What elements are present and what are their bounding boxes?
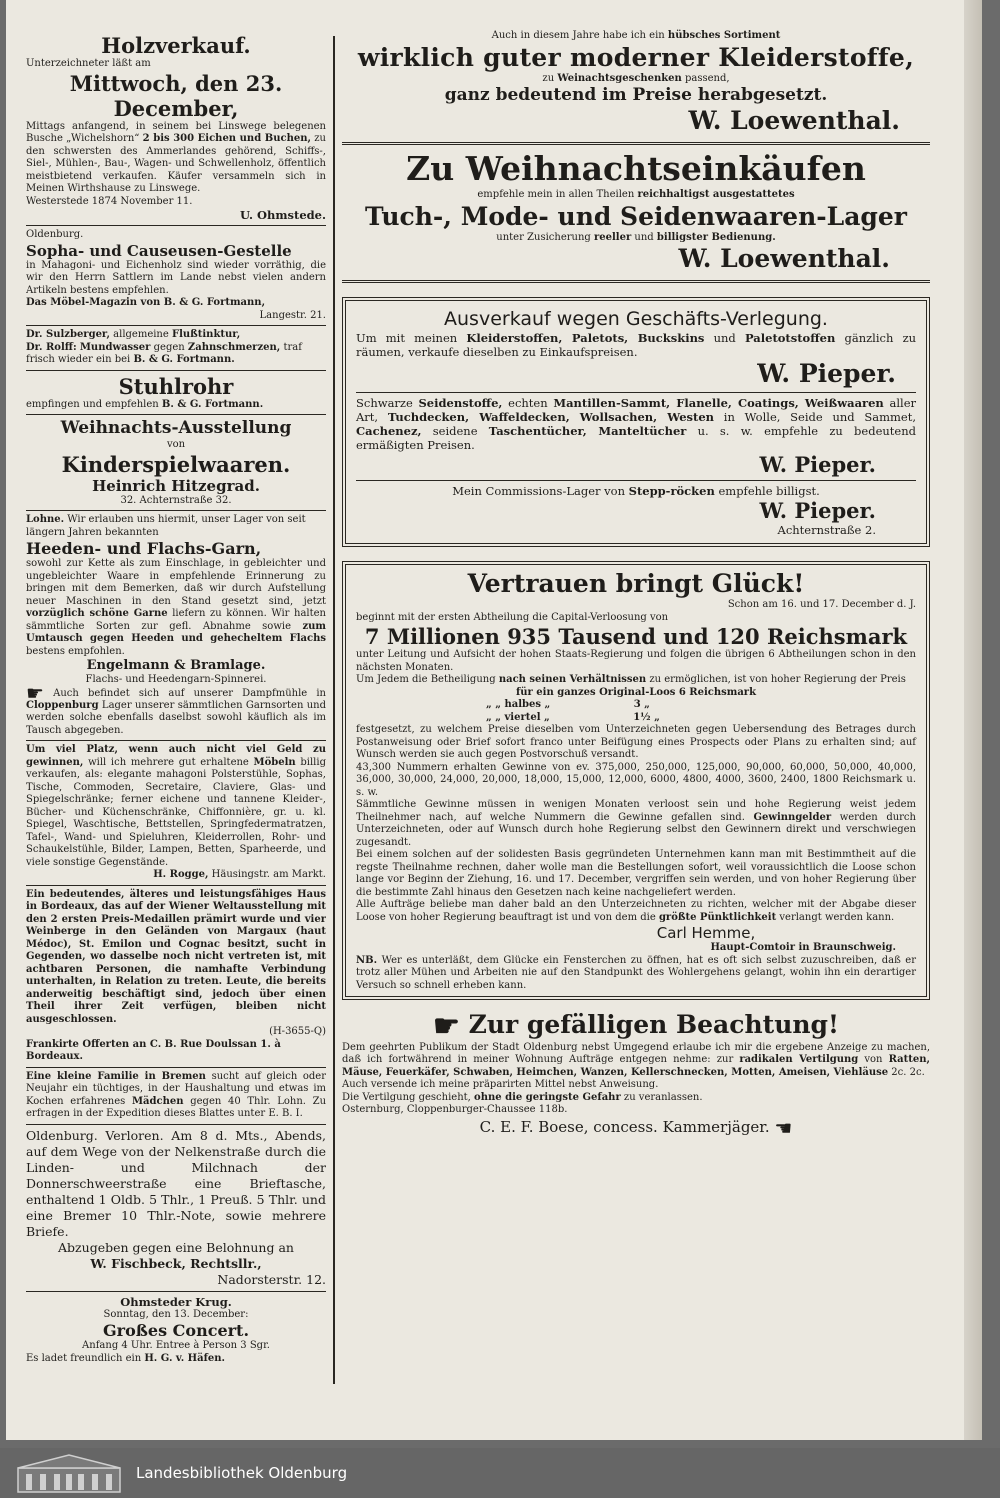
lotterie-headline: Vertrauen bringt Glück! [467, 569, 805, 598]
right-column [342, 30, 930, 1400]
pieper-headline: Ausverkauf wegen Geschäfts-Verlegung. [444, 308, 828, 330]
pieper-address: Achternstraße 2. [777, 523, 876, 537]
library-building-icon [14, 1452, 124, 1494]
bordeaux-code: (H-3655-Q) [269, 1026, 326, 1038]
lotterie-nb: NB. Wer es unterläßt, dem Glücke ein Fensterchen zu öffnen, hat es oft sich selbst zuzuschreiben, daß er trotz aller Mühen und Arbeiten nie auf den Standpunkt des Wohlergehens gelangt, wohin ihn ein derartiger Versuch so schnell erheben kann. [356, 954, 916, 991]
holzverkauf-date: Mittwoch, den 23. December, [69, 70, 283, 121]
loewenthal2-signature: W. Loewenthal. [678, 244, 890, 273]
krug-invite: Es ladet freundlich ein H. G. v. Häfen. [26, 1352, 226, 1364]
verloren-reward: Abzugeben gegen eine Belohnung an [58, 1239, 294, 1255]
holzverkauf-intro: Unterzeichneter läßt am [26, 58, 151, 69]
ad-weihnachts [26, 415, 326, 511]
holzverkauf-title: Holzverkauf. [101, 33, 251, 58]
boese-body3: Die Vertilgung geschieht, ohne die geringste Gefahr zu veranlassen. [342, 1091, 703, 1103]
krug-event: Großes Concert. [102, 1321, 250, 1341]
lotterie-date: Schon am 16. und 17. December d. J. [727, 599, 916, 610]
column-divider [333, 36, 335, 1384]
krug-title: Ohmsteder Krug. [120, 1294, 232, 1309]
ad-pieper [342, 297, 930, 547]
lotterie-price3: „ „ viertel „ 1½ „ [486, 711, 660, 723]
ad-boese [342, 1010, 930, 1138]
verloren-address: Nadorsterstr. 12. [217, 1271, 326, 1287]
lotterie-body3: festgesetzt, zu welchem Preise dieselben vom Unterzeichneten gegen Uebersendung des Betrages durch Postanweisung oder Brief sofort franco unter Beifügung eines Prospects oder Plans zu erhalten sind; auf Wunsch werden sie auch gegen Postvorschuß versandt. [356, 724, 916, 760]
ad-sulzberger [26, 326, 326, 371]
sopha-address: Langestr. 21. [259, 309, 326, 321]
sulzberger-line1: Dr. Sulzberger, allgemeine Flußtinktur, [26, 329, 241, 340]
bordeaux-offer: Frankirte Offerten an C. B. Rue Doulssan 1. à Bordeaux. [26, 1038, 281, 1063]
weihnachts-product: Kinderspielwaaren. [61, 451, 291, 477]
lotterie-price2: „ „ halbes „ 3 „ [486, 699, 650, 710]
krug-date: Sonntag, den 13. December: [103, 1308, 249, 1320]
ad-holzverkauf [26, 30, 326, 226]
loewenthal2-line2: unter Zusicherung reeller und billigster Bedienung. [496, 231, 776, 243]
loewenthal2-line: empfehle mein in allen Theilen reichhaltigst ausgestattetes [477, 189, 795, 200]
pieper-body: Um mit meinen Kleiderstoffen, Paletots, Buckskins und Paletotstoffen gänzlich zu räumen, verkaufe dieselben zu Einkaufspreisen. [356, 331, 917, 359]
lohne-title: Heeden- und Flachs-Garn, [26, 539, 262, 558]
lotterie-office: Haupt-Comtoir in Braunschweig. [710, 942, 896, 953]
pieper-list: Schwarze Seidenstoffe, echten Mantillen-Sammt, Flanelle, Coatings, Weißwaaren aller Art, Tuchdecken, Waffeldecken, Wollsachen, Westen in Wolle, Seide und Sammet, Cachenez, seidene Taschentücher, Manteltücher u. s. w. empfehle zu bedeutend ermäßigten Preisen. [356, 396, 917, 452]
lohne-firm-sub: Flachs- und Heedengarn-Spinnerei. [85, 674, 267, 685]
ad-krug [26, 1292, 326, 1369]
holzverkauf-body: Mittags anfangend, in seinem bei Linswege belegenen Busche „Wichelshorn“ 2 bis 300 Eichen und Buchen, zu den schwersten des Ammerlandes gehörend, Schiffs-, Siel-, Mühlen-, Bau-, Wagen- und Schwellenholz, öffentlich meistbietend verkaufen. Käufer versammeln sich in Meinen Wirthshause zu Linswege. [26, 120, 326, 194]
loewenthal2-headline2: Tuch-, Mode- und Seidenwaaren-Lager [365, 201, 907, 231]
loewenthal1-line2: ganz bedeutend im Preise herabgesetzt. [444, 85, 828, 105]
sulzberger-line2: Dr. Rolff: Mundwasser gegen Zahnschmerzen, traf [26, 341, 302, 353]
boese-signature-row: C. E. F. Boese, concess. Kammerjäger. ☚ [479, 1115, 793, 1140]
weihnachts-title: Weihnachts-Ausstellung [60, 418, 292, 438]
familie-body: Eine kleine Familie in Bremen sucht auf gleich oder Neujahr ein tüchtiges, in der Haushaltung und etwas im Kochen erfahrenes Mädchen gegen 40 Thlr. Lohn. Zu erfragen in der Expedition dieses Blattes unter E. B. I. [26, 1070, 326, 1120]
ad-loewenthal-kleiderstoffe [342, 30, 930, 145]
pointing-hand-icon: ☛ [26, 680, 44, 705]
boese-address: Osternburg, Cloppenburger-Chaussee 118b. [342, 1104, 568, 1115]
verloren-name: W. Fischbeck, Rechtsllr., [90, 1255, 262, 1271]
weihnachts-name: Heinrich Hitzegrad. [92, 476, 260, 495]
holzverkauf-signature: U. Ohmstede. [240, 208, 326, 222]
stuhlrohr-line: empfingen und empfehlen B. & G. Fortmann. [26, 398, 264, 410]
left-column [26, 30, 326, 1400]
loewenthal1-signature: W. Loewenthal. [688, 106, 900, 135]
page-fold-shadow [964, 0, 982, 1440]
moebel-body: Um viel Platz, wenn auch nicht viel Geld zu gewinnen, will ich mehrere gut erhaltene Möbeln billig verkaufen, als: elegante mahagoni Polsterstühle, Sophas, Tische, Commoden, Secretaire, Claviere, Glas- und Spiegelschränke; ferner eichene und tannene Kleider-, Bücher- und Küchenschränke, Chiffonnière, gr. u. kl. Spiegel, Waschtische, Bettstellen, Springfedermatratzen, Tafel-, Wand- und Spieluhren, Kleiderrollen, Rohr- und Schaukelstühle, Bilder, Lampen, Betten, Sparheerde, und viele sonstige Gegenstände. [26, 744, 326, 868]
footer-bar [0, 1448, 1000, 1498]
ad-sopha [26, 226, 326, 326]
ad-lohne [26, 511, 326, 741]
boese-body2: Auch versende ich meine präparirten Mittel nebst Anweisung. [342, 1079, 659, 1090]
boese-body1: Dem geehrten Publikum der Stadt Oldenburg nebst Umgegend erlaube ich mir die ergebene Anzeige zu machen, daß ich fortwährend in meiner Wohnung Aufträge entgegen nehme: zur radikalen Vertilgung von Ratten, Mäuse, Feuerkäfer, Schwaben, Heimchen, Wanzen, Kellerschnecken, Motten, Ameisen, Viehläuse 2c. 2c. [342, 1041, 930, 1078]
lotterie-body6: Bei einem solchen auf der solidesten Basis gegründeten Unternehmen kann man mit Bestimmtheit auf die regste Theilnahme rechnen, daher wolle man die Bestellungen sofort, weil voraussichtlich die Loose schon lange vor Beginn der Ziehung, 16. und 17. December, vergriffen sein werden, und von hoher Regierung über die bestimmte Zahl hinaus den Gesetzen nach keine nachgeliefert werden. [356, 849, 916, 898]
ad-moebel [26, 741, 326, 886]
ad-familie [26, 1068, 326, 1125]
moebel-signature: H. Rogge, Häusingstr. am Markt. [153, 869, 326, 881]
ad-stuhlrohr [26, 371, 326, 416]
weihnachts-address: 32. Achternstraße 32. [120, 494, 232, 506]
verloren-body: Oldenburg. Verloren. Am 8 d. Mts., Abends, auf dem Wege von der Nelkenstraße durch die Linden- und Milchnach der Donnerschweerstraße eine Brieftasche, enthaltend 1 Oldb. 5 Thlr., 1 Preuß. 5 Thlr. und eine Bremer 10 Thlr.-Note, sowie mehrere Briefe. [26, 1127, 326, 1239]
loewenthal2-headline: Zu Weihnachtseinkäufen [406, 149, 866, 188]
lohne-firm: Engelmann & Bramlage. [86, 658, 266, 673]
lotterie-body5: Sämmtliche Gewinne müssen in wenigen Monaten verloost sein und hohe Regierung weist jedem Theilnehmer nach, auf welche Nummern die Gewinne gefallen sind. Gewinngelder werden durch Unterzeichneten, oder auf Wunsch durch hohe Regierung selbst den Gewinnern direkt und verschwiegen zugesandt. [356, 799, 916, 848]
lotterie-amount: 7 Millionen 935 Tausend und 120 Reichsmark [364, 624, 908, 649]
ad-lotterie [342, 561, 930, 1000]
lohne-body: sowohl zur Kette als zum Einschlage, in gebleichter und ungebleichter Waare in empfehlende Erinnerung zu bringen mit dem Bemerken, daß wir durch Aufstellung neuer Maschinen in den Stand gesetzt sind, jetzt vorzüglich schöne Garne liefern zu können. Wir halten sämmtliche Sorten zur gefl. Abnahme sowie zum Umtausch gegen Heeden und gehecheltem Flachs bestens empfohlen. [26, 558, 326, 657]
loewenthal1-intro: Auch in diesem Jahre habe ich ein hübsches Sortiment [491, 30, 781, 41]
lohne-intro: Lohne. Wir erlauben uns hiermit, unser Lager von seit längern Jahren bekannten [26, 514, 306, 538]
pieper-commission: Mein Commissions-Lager von Stepp-röcken empfehle billigst. [452, 484, 820, 498]
lotterie-body4: 43,300 Nummern erhalten Gewinne von ev. 375,000, 250,000, 125,000, 90,000, 60,000, 50,000, 40,000, 36,000, 30,000, 24,000, 20,000, 18,000, 15,000, 12,000, 6000, 4800, 4000, 3600, 2400, 1800 Reichsmark u. s. w. [356, 761, 916, 798]
loewenthal1-headline: wirklich guter moderner Kleiderstoffe, [357, 42, 915, 72]
krug-time: Anfang 4 Uhr. Entree à Person 3 Sgr. [82, 1340, 270, 1352]
newspaper-page [6, 0, 982, 1440]
pieper-signature3: W. Pieper. [759, 498, 876, 523]
sopha-title: Sopha- und Causeusen-Gestelle [26, 241, 292, 260]
lotterie-intro: beginnt mit der ersten Abtheilung die Capital-Verloosung von [356, 611, 669, 623]
sulzberger-line3: frisch wieder ein bei B. & G. Fortmann. [26, 354, 235, 365]
stuhlrohr-title: Stuhlrohr [118, 373, 234, 399]
boese-headline-row: ☛ Zur gefälligen Beachtung! [432, 1008, 839, 1044]
holzverkauf-dateline: Westerstede 1874 November 11. [26, 195, 193, 207]
lotterie-body1: unter Leitung und Aufsicht der hohen Staats-Regierung und folgen die übrigen 6 Abtheilungen schon in den nächsten Monaten. [356, 649, 916, 673]
pieper-signature: W. Pieper. [757, 359, 896, 388]
sopha-firm: Das Möbel-Magazin von B. & G. Fortmann, [26, 297, 266, 308]
pieper-signature2: W. Pieper. [759, 452, 876, 477]
bordeaux-body: Ein bedeutendes, älteres und leistungsfähiges Haus in Bordeaux, das auf der Wiener Weltausstellung mit den 2 ersten Preis-Medaillen prämirt wurde und vier Weinberge in den Geländen von Margaux (haut Médoc), St. Emilon und Cognac besitzt, sucht in Gegenden, wo dasselbe noch nicht vertreten ist, mit achtbaren Personen, die namhafte Verbindung unterhalten, in Relation zu treten. Leute, die bereits anderweitig beschäftigt sind, jedoch über einen Theil ihrer Zeit verfügen, bleiben nicht ausgeschlossen. [26, 888, 326, 1025]
sopha-body: in Mahagoni- und Eichenholz sind wieder vorräthig, die wir den Herrn Sattlern im Lande nebst vielen andern Artikeln bestens empfehlen. [26, 259, 326, 296]
pointing-hand-right-icon: ☛ [432, 1008, 460, 1044]
library-name: Landesbibliothek Oldenburg [136, 1464, 348, 1482]
sopha-place: Oldenburg. [26, 229, 84, 240]
loewenthal1-line: zu Weinachtsgeschenken passend, [542, 72, 730, 84]
lotterie-price1: für ein ganzes Original-Loos 6 Reichsmark [515, 686, 757, 698]
lotterie-signature: Carl Hemme, [656, 924, 756, 942]
ad-bordeaux [26, 886, 326, 1068]
lotterie-body2: Um Jedem die Betheiligung nach seinen Verhältnissen zu ermöglichen, ist von hoher Regierung der Preis [356, 674, 906, 685]
weihnachts-von: von [166, 439, 186, 450]
pointing-hand-left-icon: ☚ [774, 1115, 793, 1140]
ad-loewenthal-weihnachten [342, 145, 930, 283]
ad-verloren [26, 1125, 326, 1292]
lohne-note: ☛ Auch befindet sich auf unserer Dampfmühle in Cloppenburg Lager unserer sämmtlichen Garnsorten und werden solche ebenfalls daselbst sowohl käuflich als im Tausch abgegeben. [26, 680, 326, 736]
lotterie-body7: Alle Aufträge beliebe man daher bald an den Unterzeichneten zu richten, welcher mit der Abgabe dieser Loose von hoher Regierung beauftragt ist und von dem die größte Pünktlichkeit verlangt werden kann. [356, 899, 916, 923]
